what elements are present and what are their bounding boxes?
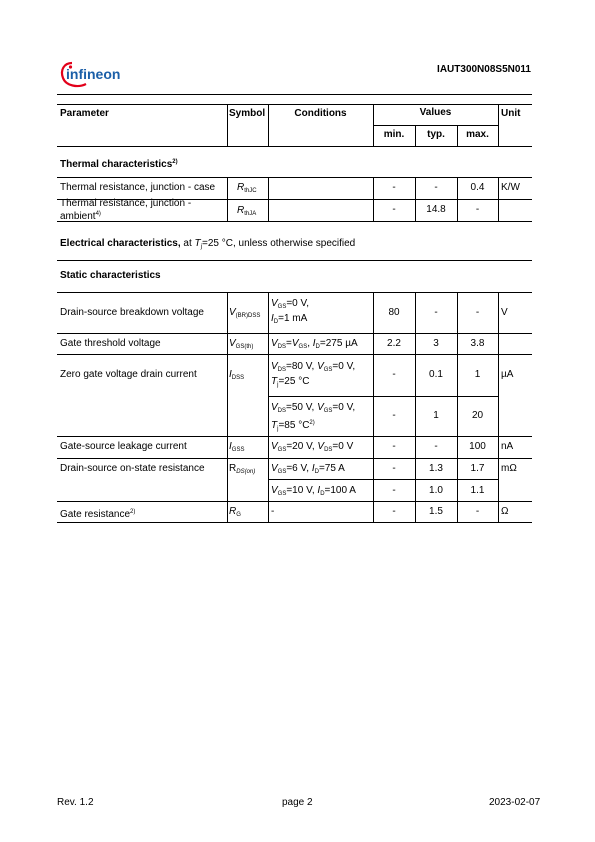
cond-line xyxy=(271,402,355,417)
sym-sub: GS xyxy=(277,491,287,497)
cond-igss xyxy=(271,441,353,456)
sym-letter: V xyxy=(271,463,278,474)
unit-ohm: Ω xyxy=(501,506,509,517)
sym-sub: GS xyxy=(323,408,333,414)
cond-text: =80 V, xyxy=(286,361,318,372)
logo-graphic xyxy=(58,58,128,90)
sym-letter: V xyxy=(317,402,324,413)
sym-sub: thJC xyxy=(244,188,257,194)
param-breakdown: Drain-source breakdown voltage xyxy=(60,307,204,318)
symbol-igss xyxy=(229,441,244,456)
cond-text: , xyxy=(307,338,313,349)
footnote-ref: 2) xyxy=(309,420,315,426)
row-rule-4 xyxy=(57,436,532,437)
sym-sub: GS xyxy=(323,367,333,373)
rthja-max: - xyxy=(475,204,480,215)
rg-max: - xyxy=(475,506,480,517)
vline xyxy=(268,292,269,522)
cond-breakdown xyxy=(271,298,309,328)
sym-letter: V xyxy=(271,485,278,496)
rg-typ: 1.5 xyxy=(429,506,443,517)
cond-idss-85 xyxy=(271,402,355,435)
cond-gate-threshold xyxy=(271,338,358,353)
sym-sub: GS(th) xyxy=(235,344,254,350)
sym-letter: R xyxy=(229,506,237,517)
breakdown-max: - xyxy=(475,307,480,318)
rthja-typ: 14.8 xyxy=(426,204,446,215)
table-bottom-rule xyxy=(57,522,532,523)
section-thermal xyxy=(60,156,178,171)
param-rthja-line1: Thermal resistance, junction - xyxy=(60,198,192,209)
unit-na: nA xyxy=(501,441,514,452)
electrical-text: =25 °C, unless otherwise specified xyxy=(202,238,356,249)
param-idss: Zero gate voltage drain current xyxy=(60,369,197,380)
section-static: Static characteristics xyxy=(60,270,161,281)
cond-text: =100 A xyxy=(324,485,356,496)
sym-sub: (BR)DSS xyxy=(235,313,261,319)
rdson6-typ: 1.3 xyxy=(429,463,443,474)
row-rule-1 xyxy=(57,333,532,334)
sym-sub: DSS xyxy=(231,375,245,381)
sym-sub: DS xyxy=(324,447,333,453)
cond-text: =0 V xyxy=(332,441,354,452)
threshold-typ: 3 xyxy=(433,338,439,349)
sym-letter: I xyxy=(271,313,274,324)
electrical-title: Electrical characteristics, xyxy=(60,238,181,249)
section-electrical xyxy=(60,238,355,253)
sym-sub: G xyxy=(236,512,241,518)
cond-text: =0 V, xyxy=(332,402,356,413)
cond-rdson-6v xyxy=(271,463,345,478)
sym-letter: V xyxy=(317,361,324,372)
param-rthja-text: ambient xyxy=(60,211,96,222)
param-igss: Gate-source leakage current xyxy=(60,441,187,452)
cond-text: =50 V, xyxy=(286,402,318,413)
sym-letter: I xyxy=(312,338,316,349)
logo-text: infineon xyxy=(66,66,121,82)
rdson6-max: 1.7 xyxy=(470,463,485,474)
sym-letter: R xyxy=(237,205,245,216)
cond-idss-25 xyxy=(271,361,355,391)
sym-sub: GS xyxy=(298,344,308,350)
col-header-conditions: Conditions xyxy=(294,108,347,119)
param-rthja xyxy=(60,198,191,222)
footer-page: page 2 xyxy=(282,797,313,808)
sym-letter: V xyxy=(271,338,278,349)
static-top-rule xyxy=(57,292,532,293)
col-header-max: max. xyxy=(466,129,489,140)
rthjc-max: 0.4 xyxy=(470,182,485,193)
param-rg-text: Gate resistance xyxy=(60,509,131,520)
cond-text: =275 µA xyxy=(319,338,358,349)
sym-letter: V xyxy=(271,298,278,309)
sym-sub: j xyxy=(200,244,202,250)
idss85-min: - xyxy=(392,410,396,421)
footnote-ref: 2) xyxy=(130,509,136,515)
sym-sub: D xyxy=(273,319,279,325)
sym-letter: T xyxy=(271,420,278,431)
sym-letter: T xyxy=(194,238,201,249)
symbol-vbrdss xyxy=(229,307,260,322)
igss-typ: - xyxy=(434,441,438,452)
sym-letter: T xyxy=(271,376,278,387)
vline xyxy=(268,177,269,221)
idss85-max: 20 xyxy=(471,410,484,421)
sym-sub: D xyxy=(314,469,319,475)
vline xyxy=(498,292,499,522)
footnote-ref: 2) xyxy=(172,159,178,165)
cond-text: =0 V, xyxy=(286,298,310,309)
col-header-values: Values xyxy=(419,107,452,118)
symbol-rg xyxy=(229,506,241,521)
cond-line xyxy=(271,313,309,328)
symbol-idss xyxy=(229,369,244,384)
sym-letter: I xyxy=(317,485,321,496)
row-rule-2 xyxy=(57,354,532,355)
param-rthja-line2 xyxy=(60,209,191,222)
cond-text: =25 °C xyxy=(278,376,310,387)
footnote-ref: 4) xyxy=(95,211,101,217)
breakdown-min: 80 xyxy=(388,307,400,318)
rthjc-min: - xyxy=(392,182,396,193)
cond-line xyxy=(271,376,355,391)
electrical-rule xyxy=(57,260,532,261)
symbol-rthja xyxy=(237,205,256,220)
sym-sub: j xyxy=(277,382,279,388)
col-header-min: min. xyxy=(383,129,405,140)
idss25-typ: 0.1 xyxy=(429,369,443,380)
row-rule-3a xyxy=(268,396,498,397)
sym-sub: GS xyxy=(277,469,287,475)
rg-min: - xyxy=(392,506,396,517)
symbol-vgsth xyxy=(229,338,253,353)
unit-ua: µA xyxy=(501,369,514,380)
sym-sub: DS xyxy=(277,367,287,373)
row-rule-5 xyxy=(57,458,532,459)
rdson10-min: - xyxy=(392,485,396,496)
rdson10-typ: 1.0 xyxy=(429,485,443,496)
footer-date: 2023-02-07 xyxy=(489,797,541,808)
cond-text: =0 V, xyxy=(332,361,356,372)
table-top-rule xyxy=(57,104,532,105)
cond-text: = xyxy=(286,338,292,349)
cond-line xyxy=(271,298,309,313)
cond-text: =1 mA xyxy=(278,313,308,324)
idss85-typ: 1 xyxy=(433,410,439,421)
rthjc-typ: - xyxy=(434,182,438,193)
cond-line xyxy=(271,417,355,435)
idss25-max: 1 xyxy=(474,369,481,380)
igss-min: - xyxy=(392,441,396,452)
sym-sub: GS xyxy=(277,447,287,453)
cond-text: =85 °C xyxy=(278,420,310,431)
footer-revision: Rev. 1.2 xyxy=(57,797,94,808)
col-header-symbol: Symbol xyxy=(229,108,266,119)
param-rdson: Drain-source on-state resistance xyxy=(60,463,205,474)
vline xyxy=(498,177,499,221)
rdson10-max: 1.1 xyxy=(470,485,485,496)
idss25-min: - xyxy=(392,369,396,380)
row-rule-6a xyxy=(268,479,498,480)
sym-sub: DS xyxy=(277,408,287,414)
rdson6-min: - xyxy=(392,463,396,474)
sym-sub: j xyxy=(277,426,279,432)
vline xyxy=(227,104,228,146)
col-header-typ: typ. xyxy=(427,129,445,140)
thermal-unit: K/W xyxy=(501,182,520,193)
threshold-max: 3.8 xyxy=(470,338,485,349)
header-rule xyxy=(57,94,532,95)
vline xyxy=(227,177,228,221)
cond-rg: - xyxy=(271,506,275,517)
sym-letter: V xyxy=(291,338,299,349)
threshold-min: 2.2 xyxy=(387,338,401,349)
col-header-parameter: Parameter xyxy=(60,108,109,119)
igss-max: 100 xyxy=(469,441,486,452)
sym-letter: V xyxy=(271,402,278,413)
sym-letter: R xyxy=(229,463,237,474)
sym-sub: DS(on) xyxy=(236,469,256,475)
rthja-min: - xyxy=(392,204,396,215)
symbol-rdson xyxy=(229,463,255,478)
sym-letter: I xyxy=(311,463,315,474)
values-subheader-rule xyxy=(373,125,498,126)
thermal-top-rule xyxy=(57,177,532,178)
sym-letter: V xyxy=(229,338,236,349)
sym-sub: GSS xyxy=(231,447,245,453)
row-rule-7 xyxy=(57,501,532,502)
sym-letter: I xyxy=(229,369,232,380)
vline xyxy=(227,292,228,522)
sym-letter: V xyxy=(271,361,278,372)
sym-letter: V xyxy=(271,441,278,452)
section-thermal-title: Thermal characteristics xyxy=(60,159,173,170)
sym-sub: D xyxy=(320,491,325,497)
symbol-rthjc xyxy=(237,182,257,197)
unit-v: V xyxy=(501,307,508,318)
part-number: IAUT300N08S5N011 xyxy=(437,64,531,75)
vline xyxy=(498,104,499,146)
cond-text: =10 V, xyxy=(286,485,318,496)
sym-sub: DS xyxy=(277,344,287,350)
sym-sub: GS xyxy=(277,304,287,310)
sym-sub: D xyxy=(315,344,320,350)
sym-letter: R xyxy=(237,182,245,193)
sym-letter: I xyxy=(229,441,232,452)
cond-text: =6 V, xyxy=(286,463,312,474)
cond-text: =75 A xyxy=(318,463,345,474)
sym-sub: thJA xyxy=(244,211,257,217)
sym-letter: V xyxy=(229,307,236,318)
table-header-bottom-rule xyxy=(57,146,532,147)
infineon-logo xyxy=(58,58,128,90)
sym-letter: V xyxy=(317,441,325,452)
col-header-unit: Unit xyxy=(501,108,521,119)
param-gate-threshold: Gate threshold voltage xyxy=(60,338,161,349)
cond-rdson-10v xyxy=(271,485,356,500)
param-rg xyxy=(60,506,135,521)
unit-mohm: mΩ xyxy=(501,463,517,474)
electrical-text: at xyxy=(180,238,195,249)
cond-text: =20 V, xyxy=(286,441,318,452)
param-rthjc: Thermal resistance, junction - case xyxy=(60,182,216,193)
cond-line xyxy=(271,361,355,376)
breakdown-typ: - xyxy=(434,307,438,318)
